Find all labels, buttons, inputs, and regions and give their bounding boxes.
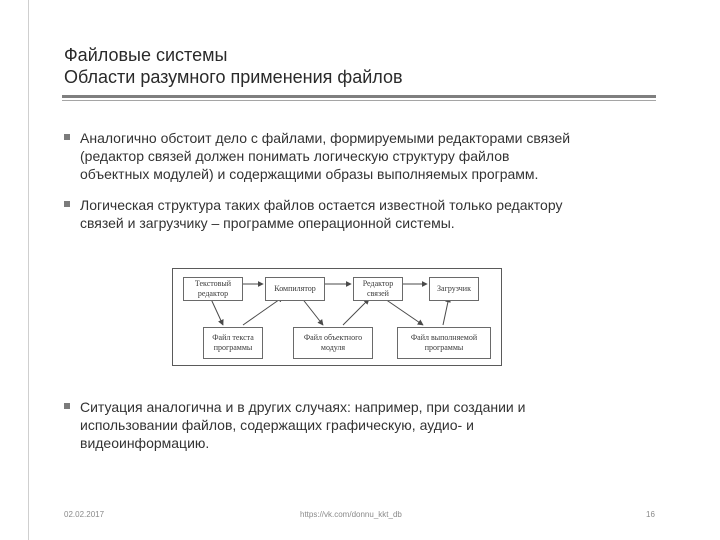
- footer-url: https://vk.com/donnu_kkt_db: [300, 510, 402, 519]
- box-label: Загрузчик: [437, 284, 471, 293]
- diagram-box-exe-file: [397, 327, 491, 359]
- diagram-box-loader: [429, 277, 479, 301]
- square-bullet-icon: [64, 403, 70, 409]
- box-label: Редактор: [362, 279, 394, 288]
- bullet-line: (редактор связей должен понимать логическую структуру файлов: [80, 148, 510, 164]
- arrow-source-file-to-compiler: [243, 297, 283, 325]
- box-label: Текстовый: [194, 279, 232, 288]
- slide-title: [64, 44, 664, 88]
- box-label: Файл объектного: [303, 333, 363, 342]
- square-bullet-icon: [64, 134, 70, 140]
- bullet-line: объектных модулей) и содержащими образы выполняемых программ.: [80, 166, 539, 182]
- diagram-box-source-file: [203, 327, 263, 359]
- box-label: редактор: [197, 289, 229, 298]
- title-divider-thick: [62, 95, 656, 98]
- bullet-line: Логическая структура таких файлов остается известной только редактору: [80, 197, 563, 213]
- slide-title-line-2: Области разумного применения файлов: [64, 67, 403, 87]
- diagram-box-text-editor: [183, 277, 243, 301]
- bullet-item-1: [64, 129, 664, 183]
- left-margin-rule: [28, 0, 29, 540]
- bullet-line: видеоинформацию.: [80, 435, 210, 451]
- diagram-box-compiler: [265, 277, 325, 301]
- file-types-diagram: [172, 268, 502, 366]
- bullet-line: связей и загрузчику – программе операционной системы.: [80, 215, 455, 231]
- diagram-box-linker: [353, 277, 403, 301]
- bullet-item-3: [64, 398, 664, 452]
- bullet-text: [64, 398, 664, 452]
- box-label: программы: [424, 343, 464, 352]
- box-label: связей: [367, 289, 389, 298]
- slide-title-line-1: Файловые системы: [64, 45, 228, 65]
- footer-page-number: 16: [646, 510, 655, 519]
- diagram-box-object-file: [293, 327, 373, 359]
- box-label: модуля: [320, 343, 346, 352]
- square-bullet-icon: [64, 201, 70, 207]
- box-label: Файл текста: [212, 333, 254, 342]
- box-label: программы: [213, 343, 253, 352]
- arrow-editor-to-source-file: [211, 299, 223, 325]
- bullet-text: [64, 129, 664, 183]
- arrow-compiler-to-object-file: [301, 297, 323, 325]
- bullet-text: [64, 196, 664, 232]
- footer-date: 02.02.2017: [64, 510, 105, 519]
- bullet-line: Ситуация аналогична и в других случаях: например, при создании и: [80, 399, 526, 415]
- arrow-linker-to-exe-file: [385, 299, 423, 325]
- title-divider-thin: [62, 100, 656, 101]
- bullet-line: использовании файлов, содержащих графическую, аудио- и: [80, 417, 474, 433]
- box-label: Компилятор: [274, 284, 316, 293]
- arrow-exe-file-to-loader: [443, 297, 449, 325]
- arrow-object-file-to-linker: [343, 299, 369, 325]
- bullet-item-2: [64, 196, 664, 232]
- bullet-line: Аналогично обстоит дело с файлами, формируемыми редакторами связей: [80, 130, 571, 146]
- box-label: Файл выполняемой: [410, 333, 478, 342]
